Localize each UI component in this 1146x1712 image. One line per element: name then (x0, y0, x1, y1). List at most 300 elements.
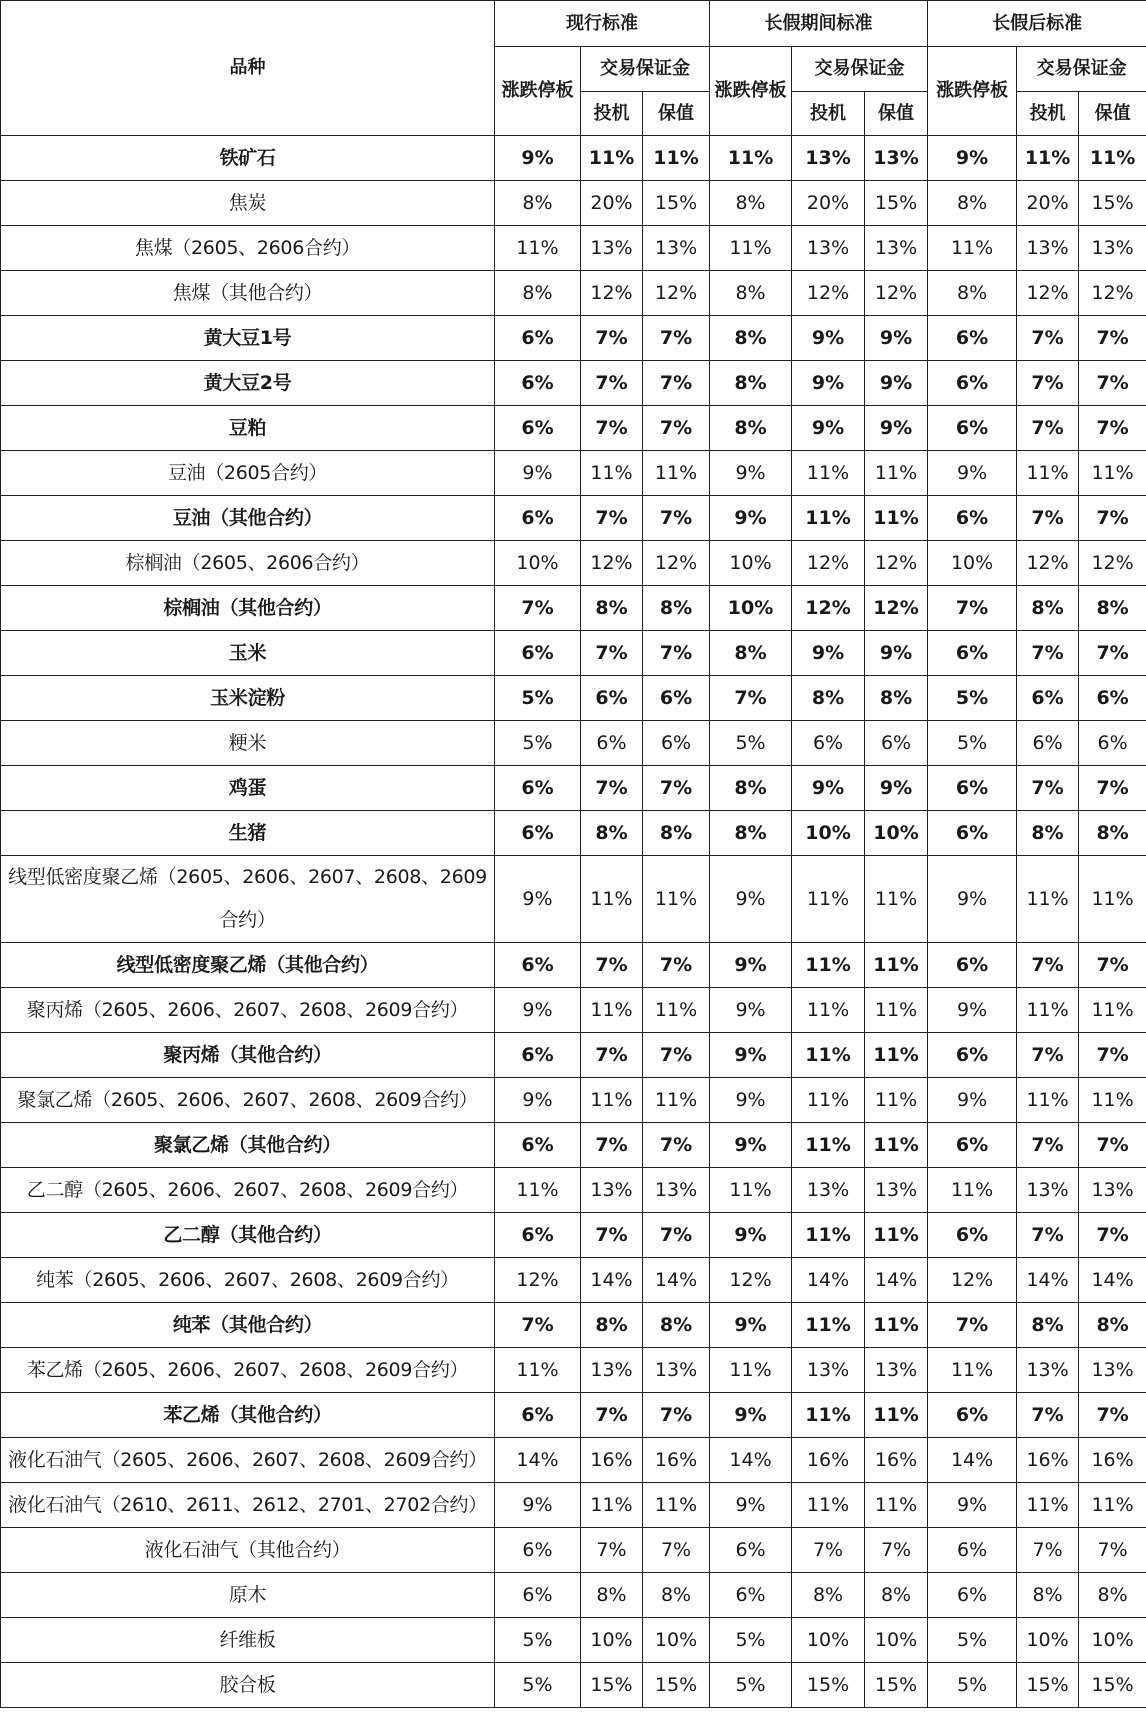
holiday-limit-cell: 9% (710, 1213, 792, 1258)
after-hedge-cell: 11% (1079, 856, 1146, 943)
holiday-hedge-cell: 11% (865, 1393, 928, 1438)
after-hedge-cell: 11% (1079, 1483, 1146, 1528)
after-limit-cell: 6% (928, 1393, 1017, 1438)
variety-cell: 线型低密度聚乙烯（其他合约） (1, 943, 495, 988)
current-hedge-cell: 7% (643, 316, 710, 361)
after-limit-cell: 5% (928, 1618, 1017, 1663)
holiday-hedge-cell: 14% (865, 1258, 928, 1303)
after-hedge-cell: 13% (1079, 226, 1146, 271)
after-hedge-cell: 7% (1079, 1213, 1146, 1258)
current-limit-cell: 6% (495, 766, 581, 811)
current-limit-cell: 6% (495, 1573, 581, 1618)
current-hedge-cell: 7% (643, 496, 710, 541)
after-limit-cell: 6% (928, 631, 1017, 676)
current-hedge-cell: 6% (643, 721, 710, 766)
after-hedge-cell: 7% (1079, 943, 1146, 988)
holiday-limit-cell: 8% (710, 811, 792, 856)
holiday-spec-cell: 11% (792, 1303, 865, 1348)
current-spec-cell: 11% (581, 988, 643, 1033)
holiday-limit-cell: 8% (710, 181, 792, 226)
current-limit-cell: 12% (495, 1258, 581, 1303)
variety-cell: 液化石油气（2605、2606、2607、2608、2609合约） (1, 1438, 495, 1483)
variety-cell: 豆油（其他合约） (1, 496, 495, 541)
after-hedge-cell: 11% (1079, 451, 1146, 496)
after-hedge-cell: 15% (1079, 181, 1146, 226)
after-limit-cell: 6% (928, 1528, 1017, 1573)
header-group-holiday: 长假期间标准 (710, 1, 928, 47)
variety-cell: 液化石油气（其他合约） (1, 1528, 495, 1573)
holiday-spec-cell: 16% (792, 1438, 865, 1483)
holiday-spec-cell: 11% (792, 451, 865, 496)
holiday-spec-cell: 13% (792, 1168, 865, 1213)
holiday-hedge-cell: 11% (865, 943, 928, 988)
after-limit-cell: 6% (928, 1033, 1017, 1078)
table-row (1, 181, 1146, 226)
after-hedge-cell: 13% (1079, 1168, 1146, 1213)
holiday-limit-cell: 9% (710, 451, 792, 496)
current-spec-cell: 7% (581, 1528, 643, 1573)
variety-cell: 焦炭 (1, 181, 495, 226)
header-group-after: 长假后标准 (928, 1, 1146, 47)
current-hedge-cell: 7% (643, 1033, 710, 1078)
after-limit-cell: 6% (928, 1573, 1017, 1618)
current-limit-cell: 6% (495, 1123, 581, 1168)
holiday-hedge-cell: 7% (865, 1528, 928, 1573)
after-spec-cell: 7% (1017, 316, 1079, 361)
current-limit-cell: 9% (495, 988, 581, 1033)
current-limit-cell: 6% (495, 1033, 581, 1078)
current-hedge-cell: 11% (643, 136, 710, 181)
after-spec-cell: 16% (1017, 1438, 1079, 1483)
table-row (1, 1528, 1146, 1573)
header-spec: 投机 (1017, 92, 1079, 136)
holiday-hedge-cell: 8% (865, 676, 928, 721)
current-spec-cell: 7% (581, 766, 643, 811)
table-row (1, 406, 1146, 451)
after-spec-cell: 12% (1017, 541, 1079, 586)
holiday-limit-cell: 8% (710, 316, 792, 361)
after-limit-cell: 14% (928, 1438, 1017, 1483)
holiday-spec-cell: 14% (792, 1258, 865, 1303)
holiday-limit-cell: 6% (710, 1573, 792, 1618)
current-hedge-cell: 7% (643, 1393, 710, 1438)
variety-cell: 玉米 (1, 631, 495, 676)
after-limit-cell: 9% (928, 1078, 1017, 1123)
table-row (1, 943, 1146, 988)
after-hedge-cell: 14% (1079, 1258, 1146, 1303)
after-spec-cell: 7% (1017, 943, 1079, 988)
table-row (1, 811, 1146, 856)
current-limit-cell: 6% (495, 406, 581, 451)
variety-cell: 纯苯（2605、2606、2607、2608、2609合约） (1, 1258, 495, 1303)
current-limit-cell: 9% (495, 1483, 581, 1528)
holiday-spec-cell: 7% (792, 1528, 865, 1573)
table-row (1, 1573, 1146, 1618)
header-group-current: 现行标准 (495, 1, 710, 47)
header-hedge: 保值 (643, 92, 710, 136)
current-spec-cell: 8% (581, 811, 643, 856)
after-spec-cell: 7% (1017, 1033, 1079, 1078)
holiday-limit-cell: 8% (710, 766, 792, 811)
after-limit-cell: 5% (928, 1663, 1017, 1708)
current-spec-cell: 11% (581, 136, 643, 181)
current-hedge-cell: 14% (643, 1258, 710, 1303)
header-margin: 交易保证金 (792, 47, 928, 92)
holiday-spec-cell: 8% (792, 1573, 865, 1618)
after-hedge-cell: 7% (1079, 1393, 1146, 1438)
current-hedge-cell: 7% (643, 631, 710, 676)
holiday-limit-cell: 9% (710, 988, 792, 1033)
current-limit-cell: 9% (495, 1078, 581, 1123)
after-spec-cell: 8% (1017, 1303, 1079, 1348)
after-limit-cell: 6% (928, 766, 1017, 811)
variety-cell: 黄大豆1号 (1, 316, 495, 361)
holiday-hedge-cell: 6% (865, 721, 928, 766)
holiday-spec-cell: 9% (792, 766, 865, 811)
variety-cell: 黄大豆2号 (1, 361, 495, 406)
current-limit-cell: 9% (495, 451, 581, 496)
after-spec-cell: 8% (1017, 811, 1079, 856)
table-row (1, 1438, 1146, 1483)
holiday-spec-cell: 11% (792, 856, 865, 943)
holiday-limit-cell: 14% (710, 1438, 792, 1483)
holiday-limit-cell: 8% (710, 271, 792, 316)
current-hedge-cell: 7% (643, 1123, 710, 1168)
after-spec-cell: 13% (1017, 226, 1079, 271)
after-spec-cell: 11% (1017, 1078, 1079, 1123)
current-hedge-cell: 8% (643, 811, 710, 856)
current-spec-cell: 11% (581, 1078, 643, 1123)
current-hedge-cell: 12% (643, 541, 710, 586)
current-hedge-cell: 7% (643, 1528, 710, 1573)
after-limit-cell: 6% (928, 1213, 1017, 1258)
after-spec-cell: 11% (1017, 451, 1079, 496)
after-limit-cell: 6% (928, 943, 1017, 988)
after-hedge-cell: 8% (1079, 1573, 1146, 1618)
after-spec-cell: 11% (1017, 856, 1079, 943)
current-spec-cell: 7% (581, 361, 643, 406)
holiday-hedge-cell: 11% (865, 1078, 928, 1123)
holiday-hedge-cell: 15% (865, 1663, 928, 1708)
current-limit-cell: 6% (495, 316, 581, 361)
table-row (1, 676, 1146, 721)
current-limit-cell: 11% (495, 1168, 581, 1213)
table-body (1, 136, 1146, 1708)
current-limit-cell: 10% (495, 541, 581, 586)
after-spec-cell: 6% (1017, 676, 1079, 721)
current-limit-cell: 9% (495, 136, 581, 181)
variety-cell: 线型低密度聚乙烯（2605、2606、2607、2608、2609合约） (1, 856, 495, 943)
table-row (1, 1618, 1146, 1663)
holiday-spec-cell: 11% (792, 1033, 865, 1078)
variety-cell: 纤维板 (1, 1618, 495, 1663)
holiday-hedge-cell: 11% (865, 1033, 928, 1078)
after-limit-cell: 5% (928, 676, 1017, 721)
current-spec-cell: 7% (581, 943, 643, 988)
current-hedge-cell: 13% (643, 1348, 710, 1393)
holiday-hedge-cell: 12% (865, 586, 928, 631)
table-row (1, 1078, 1146, 1123)
holiday-hedge-cell: 13% (865, 136, 928, 181)
after-hedge-cell: 7% (1079, 406, 1146, 451)
after-limit-cell: 6% (928, 361, 1017, 406)
current-spec-cell: 20% (581, 181, 643, 226)
table-row (1, 361, 1146, 406)
variety-cell: 玉米淀粉 (1, 676, 495, 721)
header-variety: 品种 (1, 1, 495, 136)
current-spec-cell: 7% (581, 1213, 643, 1258)
after-limit-cell: 6% (928, 1123, 1017, 1168)
holiday-spec-cell: 13% (792, 226, 865, 271)
holiday-hedge-cell: 9% (865, 316, 928, 361)
variety-cell: 豆油（2605合约） (1, 451, 495, 496)
holiday-hedge-cell: 11% (865, 496, 928, 541)
after-hedge-cell: 13% (1079, 1348, 1146, 1393)
after-hedge-cell: 7% (1079, 1033, 1146, 1078)
after-limit-cell: 9% (928, 1483, 1017, 1528)
current-limit-cell: 11% (495, 1348, 581, 1393)
after-spec-cell: 7% (1017, 1528, 1079, 1573)
holiday-hedge-cell: 12% (865, 271, 928, 316)
holiday-spec-cell: 9% (792, 631, 865, 676)
after-hedge-cell: 7% (1079, 1528, 1146, 1573)
after-spec-cell: 11% (1017, 1483, 1079, 1528)
header-hedge: 保值 (865, 92, 928, 136)
current-spec-cell: 7% (581, 631, 643, 676)
current-limit-cell: 7% (495, 1303, 581, 1348)
variety-cell: 焦煤（其他合约） (1, 271, 495, 316)
after-spec-cell: 14% (1017, 1258, 1079, 1303)
holiday-limit-cell: 12% (710, 1258, 792, 1303)
table-row (1, 496, 1146, 541)
holiday-spec-cell: 13% (792, 1348, 865, 1393)
holiday-limit-cell: 9% (710, 496, 792, 541)
holiday-hedge-cell: 11% (865, 988, 928, 1033)
current-limit-cell: 8% (495, 271, 581, 316)
after-hedge-cell: 11% (1079, 1078, 1146, 1123)
table-row (1, 1123, 1146, 1168)
holiday-hedge-cell: 16% (865, 1438, 928, 1483)
current-limit-cell: 6% (495, 496, 581, 541)
after-spec-cell: 13% (1017, 1348, 1079, 1393)
current-spec-cell: 15% (581, 1663, 643, 1708)
after-limit-cell: 5% (928, 721, 1017, 766)
after-limit-cell: 11% (928, 1348, 1017, 1393)
holiday-hedge-cell: 10% (865, 1618, 928, 1663)
current-spec-cell: 13% (581, 226, 643, 271)
variety-cell: 苯乙烯（其他合约） (1, 1393, 495, 1438)
current-limit-cell: 7% (495, 586, 581, 631)
table-row (1, 451, 1146, 496)
current-hedge-cell: 15% (643, 181, 710, 226)
after-hedge-cell: 8% (1079, 1303, 1146, 1348)
header-hedge: 保值 (1079, 92, 1146, 136)
current-spec-cell: 11% (581, 451, 643, 496)
table-row (1, 1663, 1146, 1708)
header-spec: 投机 (792, 92, 865, 136)
table-row (1, 1258, 1146, 1303)
holiday-limit-cell: 9% (710, 943, 792, 988)
current-spec-cell: 7% (581, 496, 643, 541)
after-spec-cell: 15% (1017, 1663, 1079, 1708)
current-spec-cell: 7% (581, 1033, 643, 1078)
table-row (1, 1393, 1146, 1438)
current-spec-cell: 11% (581, 1483, 643, 1528)
holiday-spec-cell: 12% (792, 541, 865, 586)
current-spec-cell: 12% (581, 541, 643, 586)
holiday-limit-cell: 9% (710, 856, 792, 943)
holiday-limit-cell: 9% (710, 1483, 792, 1528)
table-row (1, 1168, 1146, 1213)
after-spec-cell: 11% (1017, 136, 1079, 181)
holiday-spec-cell: 12% (792, 586, 865, 631)
after-hedge-cell: 16% (1079, 1438, 1146, 1483)
variety-cell: 原木 (1, 1573, 495, 1618)
current-hedge-cell: 7% (643, 361, 710, 406)
current-spec-cell: 7% (581, 406, 643, 451)
holiday-hedge-cell: 13% (865, 1348, 928, 1393)
variety-cell: 纯苯（其他合约） (1, 1303, 495, 1348)
holiday-limit-cell: 8% (710, 361, 792, 406)
holiday-hedge-cell: 9% (865, 406, 928, 451)
holiday-limit-cell: 10% (710, 586, 792, 631)
after-hedge-cell: 7% (1079, 316, 1146, 361)
after-spec-cell: 7% (1017, 1123, 1079, 1168)
holiday-hedge-cell: 9% (865, 361, 928, 406)
holiday-hedge-cell: 11% (865, 1483, 928, 1528)
current-spec-cell: 7% (581, 1393, 643, 1438)
after-spec-cell: 7% (1017, 406, 1079, 451)
after-limit-cell: 8% (928, 271, 1017, 316)
current-hedge-cell: 7% (643, 766, 710, 811)
after-hedge-cell: 6% (1079, 721, 1146, 766)
holiday-limit-cell: 9% (710, 1393, 792, 1438)
current-spec-cell: 13% (581, 1348, 643, 1393)
holiday-spec-cell: 9% (792, 316, 865, 361)
after-limit-cell: 6% (928, 496, 1017, 541)
variety-cell: 生猪 (1, 811, 495, 856)
current-hedge-cell: 8% (643, 1303, 710, 1348)
after-spec-cell: 7% (1017, 1393, 1079, 1438)
current-hedge-cell: 7% (643, 943, 710, 988)
current-spec-cell: 6% (581, 721, 643, 766)
current-hedge-cell: 6% (643, 676, 710, 721)
current-hedge-cell: 13% (643, 226, 710, 271)
after-limit-cell: 9% (928, 856, 1017, 943)
after-spec-cell: 10% (1017, 1618, 1079, 1663)
holiday-spec-cell: 11% (792, 1078, 865, 1123)
after-limit-cell: 6% (928, 811, 1017, 856)
table-row (1, 316, 1146, 361)
holiday-hedge-cell: 15% (865, 181, 928, 226)
current-limit-cell: 5% (495, 1618, 581, 1663)
after-limit-cell: 7% (928, 586, 1017, 631)
holiday-limit-cell: 7% (710, 676, 792, 721)
current-spec-cell: 8% (581, 1573, 643, 1618)
after-spec-cell: 7% (1017, 496, 1079, 541)
holiday-hedge-cell: 9% (865, 766, 928, 811)
current-spec-cell: 11% (581, 856, 643, 943)
holiday-spec-cell: 11% (792, 1483, 865, 1528)
after-limit-cell: 11% (928, 1168, 1017, 1213)
variety-cell: 液化石油气（2610、2611、2612、2701、2702合约） (1, 1483, 495, 1528)
after-hedge-cell: 12% (1079, 271, 1146, 316)
after-limit-cell: 9% (928, 988, 1017, 1033)
variety-cell: 胶合板 (1, 1663, 495, 1708)
current-hedge-cell: 11% (643, 988, 710, 1033)
holiday-hedge-cell: 12% (865, 541, 928, 586)
holiday-limit-cell: 11% (710, 136, 792, 181)
holiday-spec-cell: 8% (792, 676, 865, 721)
current-limit-cell: 5% (495, 721, 581, 766)
header-limit: 涨跌停板 (495, 47, 581, 136)
table-row (1, 1483, 1146, 1528)
after-hedge-cell: 11% (1079, 136, 1146, 181)
current-hedge-cell: 12% (643, 271, 710, 316)
after-limit-cell: 6% (928, 406, 1017, 451)
current-hedge-cell: 11% (643, 856, 710, 943)
after-limit-cell: 10% (928, 541, 1017, 586)
holiday-hedge-cell: 9% (865, 631, 928, 676)
current-spec-cell: 7% (581, 316, 643, 361)
holiday-spec-cell: 10% (792, 1618, 865, 1663)
current-limit-cell: 5% (495, 676, 581, 721)
after-spec-cell: 11% (1017, 988, 1079, 1033)
after-limit-cell: 9% (928, 136, 1017, 181)
variety-cell: 聚氯乙烯（其他合约） (1, 1123, 495, 1168)
after-hedge-cell: 12% (1079, 541, 1146, 586)
current-hedge-cell: 13% (643, 1168, 710, 1213)
holiday-limit-cell: 9% (710, 1303, 792, 1348)
holiday-spec-cell: 13% (792, 136, 865, 181)
current-limit-cell: 6% (495, 361, 581, 406)
after-limit-cell: 6% (928, 316, 1017, 361)
holiday-hedge-cell: 8% (865, 1573, 928, 1618)
variety-cell: 聚氯乙烯（2605、2606、2607、2608、2609合约） (1, 1078, 495, 1123)
current-spec-cell: 7% (581, 1123, 643, 1168)
after-limit-cell: 11% (928, 226, 1017, 271)
holiday-spec-cell: 10% (792, 811, 865, 856)
after-hedge-cell: 8% (1079, 811, 1146, 856)
holiday-limit-cell: 5% (710, 721, 792, 766)
after-hedge-cell: 7% (1079, 361, 1146, 406)
current-hedge-cell: 7% (643, 406, 710, 451)
holiday-limit-cell: 11% (710, 1168, 792, 1213)
holiday-spec-cell: 20% (792, 181, 865, 226)
current-hedge-cell: 7% (643, 1213, 710, 1258)
holiday-hedge-cell: 11% (865, 1303, 928, 1348)
table-row (1, 541, 1146, 586)
header-limit: 涨跌停板 (928, 47, 1017, 136)
after-hedge-cell: 6% (1079, 676, 1146, 721)
current-limit-cell: 14% (495, 1438, 581, 1483)
header-limit: 涨跌停板 (710, 47, 792, 136)
current-hedge-cell: 15% (643, 1663, 710, 1708)
variety-cell: 粳米 (1, 721, 495, 766)
after-hedge-cell: 7% (1079, 496, 1146, 541)
after-hedge-cell: 11% (1079, 988, 1146, 1033)
header-spec: 投机 (581, 92, 643, 136)
current-limit-cell: 6% (495, 631, 581, 676)
table-row (1, 721, 1146, 766)
current-spec-cell: 13% (581, 1168, 643, 1213)
after-limit-cell: 9% (928, 451, 1017, 496)
holiday-hedge-cell: 11% (865, 451, 928, 496)
after-hedge-cell: 10% (1079, 1618, 1146, 1663)
holiday-hedge-cell: 10% (865, 811, 928, 856)
holiday-spec-cell: 11% (792, 496, 865, 541)
header-row-groups (1, 1, 1146, 47)
